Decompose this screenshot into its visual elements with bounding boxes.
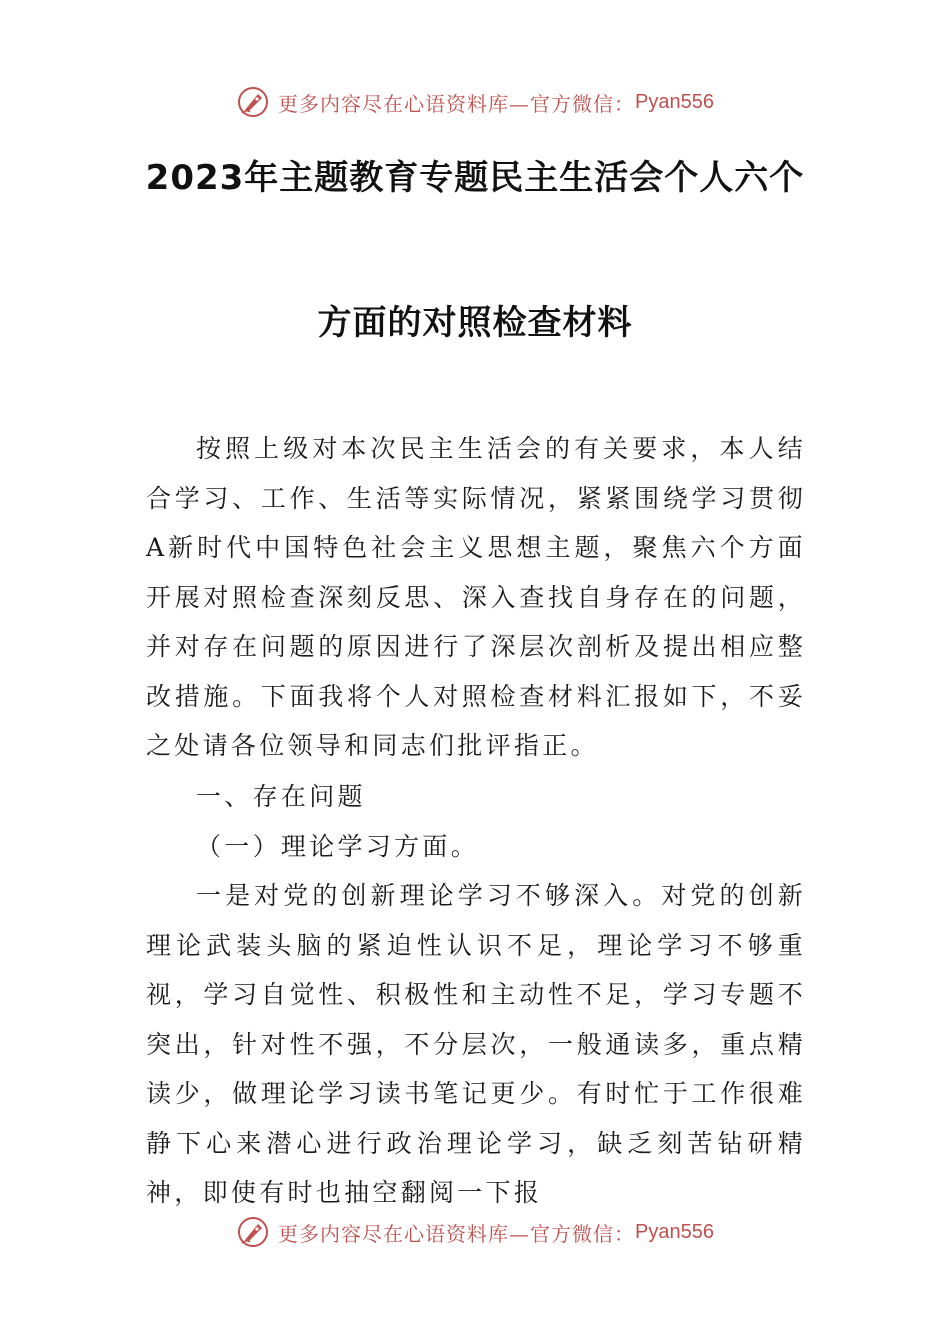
point-block: [146, 871, 806, 1218]
pen-nib-logo-icon: [236, 1215, 270, 1249]
header-watermark: [0, 80, 950, 124]
headings-block: [146, 772, 806, 871]
point-paragraph: 一是对党的创新理论学习不够深入。对党的创新理论武装头脑的紧迫性认识不足，理论学习不够重视，学习自觉性、积极性和主动性不足，学习专题不突出，针对性不强，不分层次，一般通读多，重点精读少，做理论学习读书笔记更少。有时忙于工作很难静下心来潜心进行政治理论学习，缺乏刻苦钻研精神，即使有时也抽空翻阅一下报: [146, 881, 806, 1207]
document-title-line2: 方面的对照检查材料: [317, 303, 633, 343]
watermark-text: 更多内容尽在心语资料库—官方微信：: [278, 91, 636, 116]
footer-watermark: [0, 1210, 950, 1254]
pen-nib-logo-icon: [236, 85, 270, 119]
section-heading: 一、存在问题: [196, 782, 366, 811]
document-title-line1: 2023年主题教育专题民主生活会个人六个: [145, 158, 805, 198]
subsection-heading: （一）理论学习方面。: [196, 831, 480, 861]
intro-paragraph: 按照上级对本次民主生活会的有关要求，本人结合学习、工作、生活等实际情况，紧紧围绕学习贯彻A新时代中国特色社会主义思想主题，聚焦六个方面开展对照检查深刻反思、深入查找自身存在的问题，并对存在问题的原因进行了深层次剖析及提出相应整改措施。下面我将个人对照检查材料汇报如下，不妥之处请各位领导和同志们批评指正。: [146, 434, 806, 760]
watermark-wechat-id: Pyan556: [635, 1220, 714, 1243]
watermark-text: 更多内容尽在心语资料库—官方微信：: [278, 1221, 636, 1246]
watermark-wechat-id: Pyan556: [635, 90, 714, 113]
intro-block: [146, 424, 806, 771]
